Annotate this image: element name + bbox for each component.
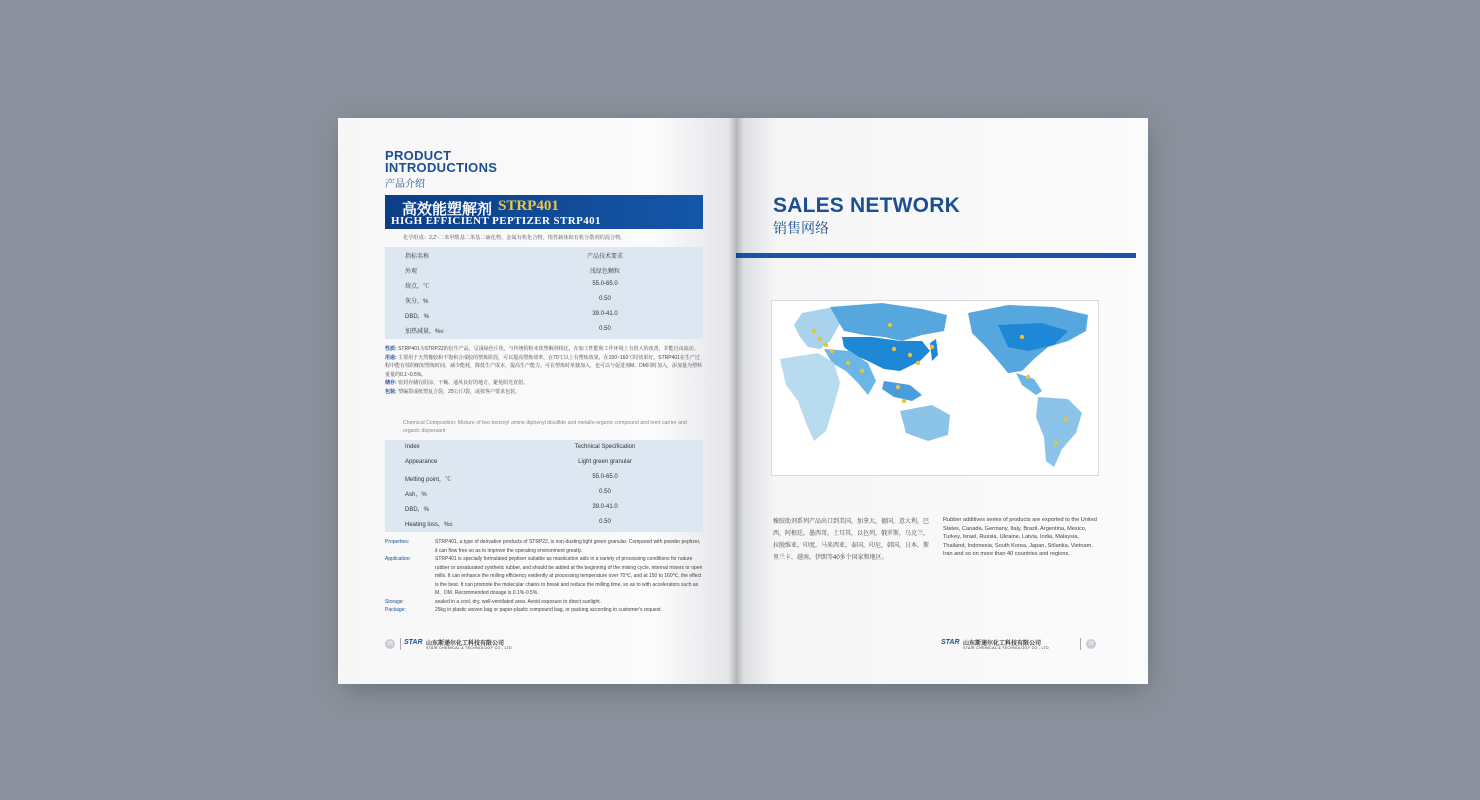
sales-network-heading: SALES NETWORK <box>773 194 960 217</box>
description-en <box>385 538 703 615</box>
table-row <box>385 515 703 530</box>
banner-title-en: HIGH EFFICIENT PEPTIZER STRP401 <box>391 215 601 227</box>
product-heading-line2: INTRODUCTIONS <box>385 160 498 175</box>
description-cn <box>385 345 703 396</box>
table-header-cell: 指标名称 <box>405 254 430 260</box>
table-row <box>385 470 703 485</box>
map-marker <box>902 399 906 403</box>
page-number: 28 <box>385 639 395 649</box>
table-header-cell: 产品技术要求 <box>586 254 623 260</box>
table-row <box>385 485 703 500</box>
map-marker <box>846 361 850 365</box>
map-marker <box>1054 441 1058 445</box>
map-region-japan <box>930 339 938 361</box>
desc-text: 密封存储在阴凉、干燥、通风良好的地方，避免阳光直射。 <box>398 380 529 386</box>
desc-key: Properties: <box>385 539 410 545</box>
table-cell: 浅绿色颗粒 <box>589 269 620 275</box>
desc-key: Application: <box>385 556 411 562</box>
table-row <box>385 262 703 277</box>
desc-item <box>385 606 703 615</box>
table-cell: 灰分，% <box>405 299 429 305</box>
map-marker <box>1026 375 1030 379</box>
map-marker <box>888 323 892 327</box>
map-marker <box>908 353 912 357</box>
map-marker <box>830 349 834 353</box>
desc-key: 储存: <box>385 380 397 386</box>
company-name-cn: 山东斯递尔化工科技有限公司 <box>426 641 505 647</box>
sales-network-heading-cn: 销售网络 <box>773 220 829 236</box>
table-row <box>385 322 703 337</box>
table-cell: 55.0-65.0 <box>592 281 618 287</box>
desc-key: Package: <box>385 607 406 613</box>
company-name-cn: 山东斯递尔化工科技有限公司 <box>963 641 1042 647</box>
map-marker <box>916 361 920 365</box>
table-header-cell: Technical Specification <box>574 444 636 450</box>
table-cell: 55.0-65.0 <box>592 474 618 480</box>
desc-item <box>385 598 703 607</box>
map-region-southeast-asia <box>882 381 922 401</box>
composition-cn: 化学组成：2,2'-二苯甲酰基二苯基二硫化物，金属有机化合物，惰性载体和有机分散剂的混合物。 <box>403 235 626 241</box>
desc-text: STRP401为STRP22的衍生产品，呈浅绿色片状，与传统的粉末状塑解剂相比，在加工性能和工作环境上有很大的改善，并能自由流动。 <box>398 346 699 352</box>
footer-divider <box>1080 638 1081 650</box>
table-cell: Melting point，℃ <box>405 477 452 483</box>
map-region-africa <box>780 353 840 441</box>
desc-text: sealed in a cool, dry, well-ventilated area. Avoid exposure to direct sunlight . <box>435 598 603 605</box>
heading-divider-bar <box>736 253 1136 258</box>
table-cell: Light green granular <box>578 459 632 465</box>
desc-key: 包装: <box>385 388 397 395</box>
map-marker <box>930 345 934 349</box>
footer-divider <box>400 638 401 650</box>
banner-title-cn: 高效能塑解剂 <box>402 202 493 218</box>
table-cell: Heating loss，%≤ <box>405 522 453 528</box>
map-marker <box>818 337 822 341</box>
desc-item <box>385 345 703 354</box>
table-cell: 熔点，℃ <box>405 284 430 290</box>
desc-item <box>385 379 703 388</box>
company-name-en: STAIR CHEMICAL & TECHNOLOGY CO., LTD <box>963 646 1049 650</box>
map-region-south-america <box>1036 397 1082 467</box>
table-cell: 0.50 <box>599 296 611 302</box>
map-marker <box>1064 417 1068 421</box>
company-logo: STAR <box>404 639 423 646</box>
desc-text: 25kg in plastic woven bag or paper-plastic compound bag, or packing according to customer's request. <box>435 607 662 613</box>
brochure-spine <box>728 118 744 684</box>
table-cell: 0.50 <box>599 326 611 332</box>
desc-key: 用途: <box>385 354 397 361</box>
table-cell: DBD，% <box>405 314 430 320</box>
sales-text-cn: 橡胶助剂系列产品出口到美国，加拿大，德国，意大利，巴西，阿根廷，墨西哥，土耳其，以色列，俄罗斯，乌克兰，拉脱维亚，印度，马来西亚，泰国，印尼，韩国，日本，斯里兰卡，越南，伊朗等40多个国家和地区。 <box>773 519 930 561</box>
map-marker <box>1020 335 1024 339</box>
table-row <box>385 277 703 292</box>
desc-item <box>385 354 703 380</box>
product-heading-cn: 产品介绍 <box>385 179 425 190</box>
desc-text: 塑编袋或纸塑复合袋，25公斤/袋，或按客户要求包装。 <box>398 388 521 395</box>
composition-en: Chemical Composition: Mixture of two benzoyl amine diphenyl disulfide and metallo-organic compound and inert carrier and organic dispersant <box>403 420 687 434</box>
desc-key: Storage: <box>385 598 404 605</box>
page-number: 29 <box>1086 639 1096 649</box>
table-cell: DBD，% <box>405 507 430 513</box>
world-map <box>771 300 1099 476</box>
table-header-row <box>385 247 703 262</box>
left-page <box>338 118 736 684</box>
map-marker <box>892 347 896 351</box>
map-marker <box>896 385 900 389</box>
spec-table-en <box>385 440 703 532</box>
table-cell: Ash，% <box>405 492 427 498</box>
map-marker <box>860 369 864 373</box>
spec-table-cn <box>385 247 703 339</box>
desc-item <box>385 388 703 397</box>
table-cell: Appearance <box>405 459 438 465</box>
desc-text: STRP401, a type of derivative products of STRP22, is non-dusting light green granular. Compared with powder peptizer, it can flow free so as to improve the operating environment greatly. <box>435 539 701 554</box>
map-region-russia <box>830 303 947 341</box>
desc-item <box>385 538 703 555</box>
table-header-cell: Index <box>405 444 420 450</box>
banner-product-code: STRP401 <box>498 198 559 214</box>
table-cell: 39.0-41.0 <box>592 504 618 510</box>
table-row <box>385 292 703 307</box>
company-logo: STAR <box>941 639 960 646</box>
table-cell: 加热减量，%≤ <box>405 329 444 335</box>
table-cell: 外观 <box>405 269 418 275</box>
desc-text: 主要用于天然橡胶和不饱和合成胶的塑炼阶段，可以提高塑炼效率，在70℃以上有塑炼效果，在150~160℃时效果好。STRP401在生产过程中能有效的缩短塑炼时间，减少能耗，降低生产成本，提高生产能力。可在塑炼时单独加入，也可以与促进剂M、DM同时加入，添加量为塑料重量的0.1~0.5%。 <box>385 354 702 378</box>
right-page <box>736 118 1148 684</box>
map-region-australia <box>900 405 950 441</box>
table-cell: 39.0-41.0 <box>592 311 618 317</box>
table-row <box>385 455 703 470</box>
company-name-en: STAIR CHEMICAL & TECHNOLOGY CO., LTD <box>426 646 512 650</box>
map-marker <box>812 329 816 333</box>
table-row <box>385 500 703 515</box>
table-header-row <box>385 440 703 455</box>
table-cell: 0.50 <box>599 489 611 495</box>
desc-item <box>385 555 703 598</box>
product-heading-line1: PRODUCT <box>385 148 452 163</box>
table-cell: 0.50 <box>599 519 611 525</box>
map-marker <box>824 343 828 347</box>
table-row <box>385 307 703 322</box>
world-map-graphic <box>772 301 1098 475</box>
desc-text: STRP401 is specially formulated peptiser suitable as mastication aids in a variety of processing conditions for nature rubber or unsaturated synthetic rubber, and should be added at the beginning of the mixing cycle, internal mixers or open mills. It can enhance the milling efficiency evidently at processing temperature over 70℃, and at 150 to 160℃, the effect is the best. It can promote the molecular chains to break and reduce the milling time, so as to with accelerators such as M、DM. Recommended dosage is 0.1%-0.5%. <box>435 556 703 596</box>
sales-text-en: Rubber additives series of products are exported to the United States, Canada, Germany, Italy, Brazil, Argentina, Mexico, Turkey, Israel, Russia, Ukraine, Latvia, India, Malaysia, Thailand, Indonesia, South Korea, Japan, Srilanka, Vietnam, Iran and so on more than 40 countries and regions. <box>943 517 1097 558</box>
desc-key: 性质: <box>385 346 397 352</box>
